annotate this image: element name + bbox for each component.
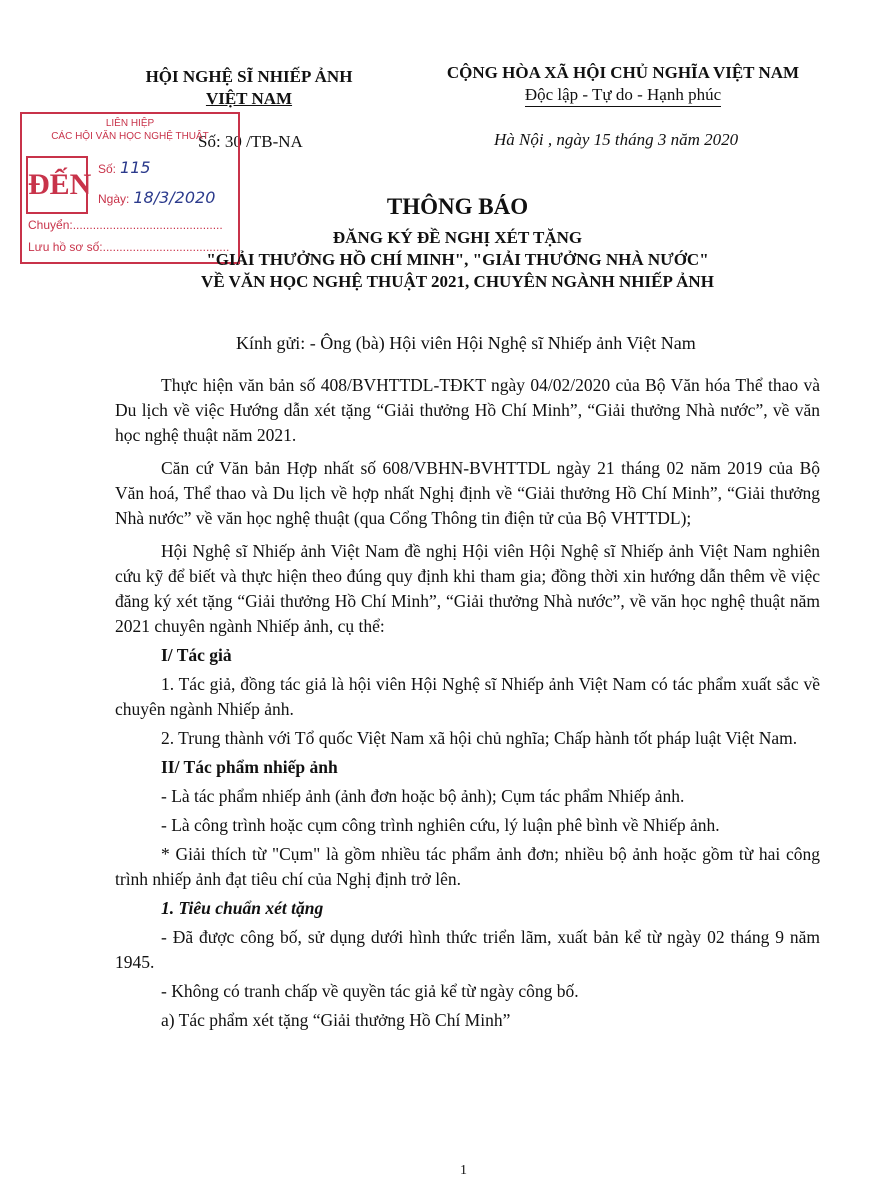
stamp-forward-line: Chuyển:............................................. <box>28 218 223 232</box>
issuing-organization <box>118 66 380 110</box>
national-motto: Độc lập - Tự do - Hạnh phúc <box>525 84 721 107</box>
paragraph: Hội Nghệ sĩ Nhiếp ảnh Việt Nam đề nghị Hội viên Hội Nghệ sĩ Nhiếp ảnh Việt Nam nghiên cứu kỹ để biết và thực hiện theo đúng quy định khi tham gia; đồng thời xin hướng dẫn thêm về việc đăng ký xét tặng “Giải thưởng Hồ Chí Minh”, “Giải thưởng Nhà nước”, về văn học nghệ thuật năm 2021 chuyên ngành Nhiếp ảnh, cụ thể: <box>115 541 820 636</box>
paragraph: - Là tác phẩm nhiếp ảnh (ảnh đơn hoặc bộ ảnh); Cụm tác phẩm Nhiếp ảnh. <box>161 786 685 806</box>
paragraph: Thực hiện văn bản số 408/BVHTTDL-TĐKT ngày 04/02/2020 của Bộ Văn hóa Thể thao và Du lịch về việc Hướng dẫn xét tặng “Giải thưởng Hồ Chí Minh”, “Giải thưởng Nhà nước”, về văn học nghệ thuật năm 2021. <box>115 375 820 445</box>
document-title: THÔNG BÁO <box>386 194 529 219</box>
stamp-received-label: ĐẾN <box>26 156 88 214</box>
country-name: CỘNG HÒA XÃ HỘI CHỦ NGHĨA VIỆT NAM <box>446 63 800 82</box>
paragraph: a) Tác phẩm xét tặng “Giải thưởng Hồ Chí Minh” <box>161 1010 511 1030</box>
stamp-number <box>98 158 151 177</box>
national-header <box>408 62 838 107</box>
paragraph: Căn cứ Văn bản Hợp nhất số 608/VBHN-BVHTTDL ngày 21 tháng 02 năm 2019 của Bộ Văn hoá, Thể thao và Du lịch về hợp nhất Nghị định về “Giải thưởng Hồ Chí Minh”, “Giải thưởng Nhà nước” về văn học nghệ thuật (qua Cổng Thông tin điện tử của Bộ VHTTDL); <box>115 458 820 528</box>
salutation: Kính gửi: - Ông (bà) Hội viên Hội Nghệ sĩ Nhiếp ảnh Việt Nam <box>236 333 696 353</box>
stamp-number-label: Số: <box>98 162 117 176</box>
stamp-date-value: 18/3/2020 <box>133 188 216 207</box>
title-line3: VỀ VĂN HỌC NGHỆ THUẬT 2021, CHUYÊN NGÀNH NHIẾP ẢNH <box>201 272 714 291</box>
document-number: Số: 30 /TB-NA <box>198 132 303 151</box>
document-body <box>115 373 820 1037</box>
paragraph: * Giải thích từ "Cụm" là gồm nhiều tác phẩm ảnh đơn; nhiều bộ ảnh hoặc gồm từ hai công trình nhiếp ảnh đạt tiêu chí của Nghị định trở lên. <box>115 844 820 889</box>
page-number: 1 <box>460 1163 467 1178</box>
paragraph: 2. Trung thành với Tổ quốc Việt Nam xã hội chủ nghĩa; Chấp hành tốt pháp luật Việt Nam. <box>161 728 798 748</box>
title-line2: "GIẢI THƯỞNG HỒ CHÍ MINH", "GIẢI THƯỞNG NHÀ NƯỚC" <box>206 250 709 269</box>
paragraph: - Là công trình hoặc cụm công trình nghiên cứu, lý luận phê bình về Nhiếp ảnh. <box>161 815 720 835</box>
stamp-line1: LIÊN HIỆP <box>105 118 155 129</box>
paragraph: 1. Tác giả, đồng tác giả là hội viên Hội Nghệ sĩ Nhiếp ảnh Việt Nam có tác phẩm xuất sắc về chuyên ngành Nhiếp ảnh. <box>115 674 820 719</box>
title-line1: ĐĂNG KÝ ĐỀ NGHỊ XÉT TẶNG <box>332 228 583 247</box>
subsection-heading-criteria: 1. Tiêu chuẩn xét tặng <box>161 898 324 918</box>
org-name-line1: HỘI NGHỆ SĨ NHIẾP ẢNH <box>145 67 353 86</box>
org-name-line2: VIỆT NAM <box>205 89 293 108</box>
document-date: Hà Nội , ngày 15 tháng 3 năm 2020 <box>494 130 739 149</box>
stamp-number-value: 115 <box>120 158 151 177</box>
section-heading-author: I/ Tác giả <box>161 645 232 665</box>
paragraph: - Đã được công bố, sử dụng dưới hình thức triển lãm, xuất bản kể từ ngày 02 tháng 9 năm 1945. <box>115 927 820 972</box>
stamp-file-line: Lưu hồ sơ số:...................................... <box>28 240 230 254</box>
section-heading-works: II/ Tác phẩm nhiếp ảnh <box>161 757 338 777</box>
stamp-line2: CÁC HỘI VĂN HỌC NGHỆ THUẬT <box>51 131 209 142</box>
stamp-date-label: Ngày: <box>98 192 130 206</box>
paragraph: - Không có tranh chấp về quyền tác giả kể từ ngày công bố. <box>161 981 579 1001</box>
